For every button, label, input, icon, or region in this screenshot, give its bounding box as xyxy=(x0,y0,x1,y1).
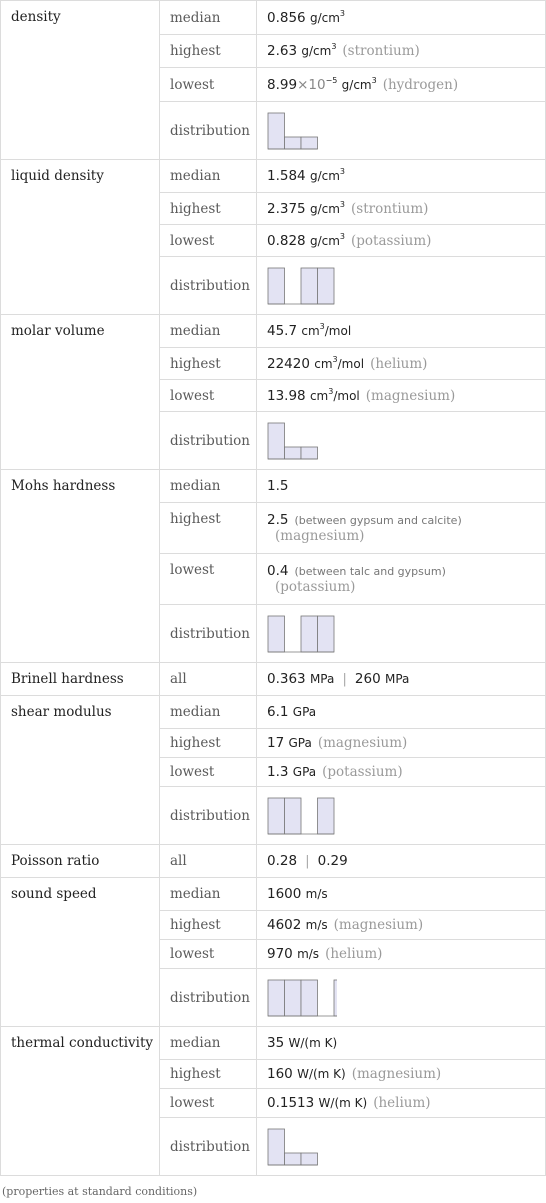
value-cell: 1600 m/s xyxy=(257,878,546,911)
value-cell: 17 GPa (magnesium) xyxy=(257,729,546,758)
histogram-bar xyxy=(268,113,285,149)
value-cell: 4602 m/s (magnesium) xyxy=(257,911,546,940)
stat-label: highest xyxy=(160,503,257,554)
stat-label: lowest xyxy=(160,380,257,412)
value-cell: 13.98 $cm^3$/mol (magnesium) xyxy=(257,380,546,412)
distribution-histogram xyxy=(267,978,337,1018)
stat-label: lowest xyxy=(160,68,257,102)
value-cell: 22420 $cm^3$/mol (helium) xyxy=(257,348,546,380)
value-cell: 970 m/s (helium) xyxy=(257,940,546,969)
distribution-cell xyxy=(257,969,546,1027)
stat-label: all xyxy=(160,845,257,878)
stat-label: median xyxy=(160,878,257,911)
distribution-cell xyxy=(257,787,546,845)
stat-label: highest xyxy=(160,193,257,225)
value-cell: 1.5 xyxy=(257,470,546,503)
value-cell: 2.5 (between gypsum and calcite) (magnesium) xyxy=(257,503,546,554)
histogram-bar xyxy=(268,616,285,652)
histogram-bar xyxy=(285,798,302,834)
value-cell: 6.1 GPa xyxy=(257,696,546,729)
histogram-bar xyxy=(285,447,302,459)
property-name: sound speed xyxy=(1,878,160,1027)
value-cell: 0.4 (between talc and gypsum) (potassium) xyxy=(257,554,546,605)
footnote: (properties at standard conditions) xyxy=(2,1185,198,1198)
histogram-bar xyxy=(285,980,302,1016)
property-name: Mohs hardness xyxy=(1,470,160,663)
stat-label: lowest xyxy=(160,758,257,787)
histogram-bar xyxy=(318,616,335,652)
value-cell: 0.828 $g/cm^3$ (potassium) xyxy=(257,225,546,257)
value-cell: 0.856 $g/cm^3$ xyxy=(257,1,546,35)
histogram-bar xyxy=(301,616,318,652)
distribution-histogram xyxy=(267,111,337,151)
histogram-bar xyxy=(285,137,302,149)
table-row xyxy=(1,470,546,503)
property-name: shear modulus xyxy=(1,696,160,845)
stat-label: lowest xyxy=(160,940,257,969)
value-cell: 0.28 | 0.29 xyxy=(257,845,546,878)
value-cell: 35 W/(m K) xyxy=(257,1027,546,1060)
histogram-bar xyxy=(334,980,337,1016)
stat-label: distribution xyxy=(160,1118,257,1176)
stat-label: highest xyxy=(160,911,257,940)
stat-label: median xyxy=(160,1027,257,1060)
stat-label: lowest xyxy=(160,1089,257,1118)
distribution-histogram xyxy=(267,796,337,836)
value-cell: 1.3 GPa (potassium) xyxy=(257,758,546,787)
property-name: molar volume xyxy=(1,315,160,470)
property-name: liquid density xyxy=(1,160,160,315)
stat-label: distribution xyxy=(160,412,257,470)
distribution-cell xyxy=(257,102,546,160)
distribution-cell xyxy=(257,257,546,315)
histogram-bar xyxy=(268,268,285,304)
histogram-bar xyxy=(268,798,285,834)
distribution-histogram xyxy=(267,1127,337,1167)
histogram-bar xyxy=(318,268,335,304)
table-row xyxy=(1,845,546,878)
histogram-bar xyxy=(301,980,318,1016)
histogram-bar xyxy=(285,1153,302,1165)
table-row xyxy=(1,160,546,193)
value-cell: 0.363 MPa | 260 MPa xyxy=(257,663,546,696)
value-cell: 160 W/(m K) (magnesium) xyxy=(257,1060,546,1089)
value-cell: 0.1513 W/(m K) (helium) xyxy=(257,1089,546,1118)
stat-label: distribution xyxy=(160,605,257,663)
table-row xyxy=(1,1,546,35)
stat-label: median xyxy=(160,696,257,729)
histogram-bar xyxy=(268,423,285,459)
stat-label: lowest xyxy=(160,554,257,605)
property-name: Brinell hardness xyxy=(1,663,160,696)
stat-label: distribution xyxy=(160,257,257,315)
stat-label: median xyxy=(160,315,257,348)
distribution-cell xyxy=(257,412,546,470)
property-name: thermal conductivity xyxy=(1,1027,160,1176)
stat-label: median xyxy=(160,470,257,503)
distribution-cell xyxy=(257,1118,546,1176)
stat-label: highest xyxy=(160,35,257,68)
stat-label: median xyxy=(160,160,257,193)
table-row xyxy=(1,663,546,696)
histogram-bar xyxy=(268,980,285,1016)
distribution-histogram xyxy=(267,421,337,461)
histogram-bar xyxy=(301,1153,318,1165)
histogram-bar xyxy=(268,1129,285,1165)
stat-label: distribution xyxy=(160,102,257,160)
value-cell: $8.99\times 10^{-5}$ $g/cm^3$ (hydrogen) xyxy=(257,68,546,102)
stat-label: distribution xyxy=(160,969,257,1027)
distribution-histogram xyxy=(267,266,337,306)
table-row xyxy=(1,696,546,729)
value-cell: 2.375 $g/cm^3$ (strontium) xyxy=(257,193,546,225)
stat-label: all xyxy=(160,663,257,696)
property-name: density xyxy=(1,1,160,160)
distribution-histogram xyxy=(267,614,337,654)
stat-label: highest xyxy=(160,348,257,380)
stat-label: median xyxy=(160,1,257,35)
value-cell: 2.63 $g/cm^3$ (strontium) xyxy=(257,35,546,68)
histogram-bar xyxy=(301,268,318,304)
stat-label: lowest xyxy=(160,225,257,257)
value-cell: 1.584 $g/cm^3$ xyxy=(257,160,546,193)
table-row xyxy=(1,1027,546,1060)
stat-label: highest xyxy=(160,1060,257,1089)
histogram-bar xyxy=(301,447,318,459)
value-cell: 45.7 $cm^3$/mol xyxy=(257,315,546,348)
property-name: Poisson ratio xyxy=(1,845,160,878)
stat-label: distribution xyxy=(160,787,257,845)
table-row xyxy=(1,315,546,348)
stat-label: highest xyxy=(160,729,257,758)
distribution-cell xyxy=(257,605,546,663)
table-row xyxy=(1,878,546,911)
histogram-bar xyxy=(318,798,335,834)
histogram-bar xyxy=(301,137,318,149)
